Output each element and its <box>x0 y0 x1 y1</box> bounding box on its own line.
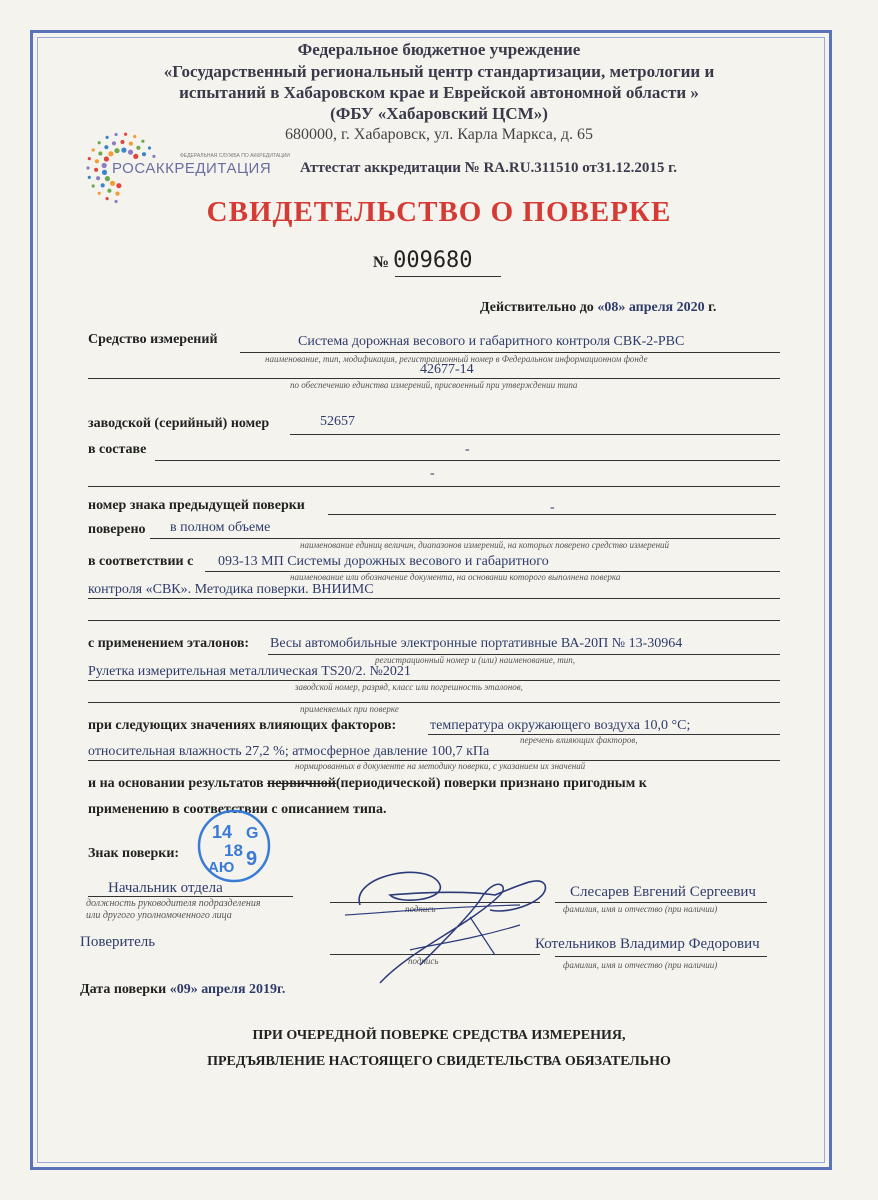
valid-label: Действительно до <box>480 300 594 315</box>
verifier-sign-hint: подпись <box>408 956 439 966</box>
logo-dot <box>114 148 119 153</box>
logo-dot <box>107 189 111 193</box>
composition-value-1: - <box>465 442 470 457</box>
logo-dot <box>124 133 127 136</box>
conclusion-line-1 <box>88 776 647 792</box>
date-label: Дата поверки <box>80 982 167 997</box>
logo-dot <box>129 142 133 146</box>
logo-text: РОСАККРЕДИТАЦИЯ <box>112 160 272 177</box>
org-line-2: «Государственный региональный центр стандартизации, метрологии и <box>163 62 715 81</box>
head-role: Начальник отдела <box>108 880 223 896</box>
standards-hint-2: заводской номер, разряд, класс или погрешность эталонов, <box>295 682 523 692</box>
verified-label: поверено <box>88 522 146 537</box>
conclusion-part-2: (периодической) поверки признано пригодным к <box>335 776 647 791</box>
logo-dot <box>88 176 91 179</box>
logo-subtext: ФЕДЕРАЛЬНАЯ СЛУЖБА ПО АККРЕДИТАЦИИ <box>180 153 291 159</box>
logo-dot <box>98 151 102 155</box>
logo-dot <box>104 145 108 149</box>
logo-dot <box>142 152 146 156</box>
org-line-1: Федеральное бюджетное учреждение <box>297 40 581 59</box>
logo-dot <box>95 159 99 163</box>
logo-dot <box>152 155 155 158</box>
document-title: СВИДЕТЕЛЬСТВО О ПОВЕРКЕ <box>206 196 672 228</box>
logo-dot <box>98 192 101 195</box>
valid-day: «08» <box>597 300 626 315</box>
verifier-name: Котельников Владимир Федорович <box>535 936 760 952</box>
accreditation-line: Аттестат аккредитации № RA.RU.311510 от31.12.2015 г. <box>300 160 678 176</box>
head-name: Слесарев Евгений Сергеевич <box>570 884 756 900</box>
logo-dot <box>96 176 100 180</box>
org-line-4: (ФБУ «Хабаровский ЦСМ») <box>330 104 548 123</box>
valid-year: 2020 <box>676 300 705 315</box>
head-role-hint: должность руководителя подразделения <box>86 898 261 909</box>
instrument-hint-2: по обеспечению единства измерений, присвоенный при утверждении типа <box>290 380 578 390</box>
standards-hint-3: применяемых при поверке <box>300 704 399 714</box>
previous-mark-label: номер знака предыдущей поверки <box>88 498 305 513</box>
footer-line-2: ПРЕДЪЯВЛЕНИЕ НАСТОЯЩЕГО СВИДЕТЕЛЬСТВА ОБЯЗАТЕЛЬНО <box>207 1054 671 1069</box>
date-year: 2019г. <box>249 982 286 997</box>
signature-drawing <box>320 855 560 985</box>
conclusion-struck: первичной <box>267 776 336 791</box>
logo-dot <box>112 141 116 145</box>
instrument-hint-1: наименование, тип, модификация, регистрационный номер в Федеральном информационном фонде <box>265 354 648 364</box>
verifier-name-hint: фамилия, имя и отчество (при наличии) <box>563 960 718 970</box>
logo-dot <box>141 140 144 143</box>
logo-dot <box>136 146 140 150</box>
instrument-label: Средство измерений <box>88 332 218 347</box>
head-role-hint-2: или другого уполномоченного лица <box>86 910 232 921</box>
logo-dot <box>92 148 95 151</box>
org-line-3: испытаний в Хабаровском крае и Еврейской автономной области » <box>179 83 699 102</box>
conclusion-line-2: применению в соответствии с описанием типа. <box>88 802 387 817</box>
verifier-role: Поверитель <box>80 934 156 950</box>
footer-line-1: ПРИ ОЧЕРЕДНОЙ ПОВЕРКЕ СРЕДСТВА ИЗМЕРЕНИЯ, <box>252 1028 626 1043</box>
head-sign-hint: подпись <box>405 904 436 914</box>
conformity-value-1: 093-13 МП Системы дорожных весового и габаритного <box>218 554 549 569</box>
logo-dot <box>102 170 107 175</box>
stamp-g: G <box>246 825 259 842</box>
logo-dot <box>88 157 91 160</box>
logo-dot <box>148 146 151 149</box>
number-value: 009680 <box>393 248 473 273</box>
serial-value: 52657 <box>320 414 355 429</box>
verified-hint: наименование единиц величин, диапазонов измерений, на которых поверено средство измерений <box>300 540 670 550</box>
stamp-mid: 18 <box>224 841 243 860</box>
conformity-hint: наименование или обозначение документа, на основании которого выполнена поверка <box>290 572 621 582</box>
valid-until <box>480 300 716 316</box>
logo-dot <box>128 150 133 155</box>
factors-hint-2: нормированных в документе на методику поверки, с указанием их значений <box>295 761 586 771</box>
head-name-hint: фамилия, имя и отчество (при наличии) <box>563 904 718 914</box>
instrument-value: Система дорожная весового и габаритного контроля СВК-2-РВС <box>298 334 685 349</box>
date-day: «09» <box>169 982 198 997</box>
factors-label: при следующих значениях влияющих факторов: <box>88 718 397 733</box>
verification-stamp <box>196 808 272 884</box>
standards-label: с применением эталонов: <box>88 636 250 651</box>
verification-date <box>80 982 285 998</box>
factors-value-2: относительная влажность 27,2 %; атмосферное давление 100,7 кПа <box>88 744 490 759</box>
logo-dot <box>121 148 126 153</box>
logo-dot <box>110 181 115 186</box>
factors-hint-1: перечень влияющих факторов, <box>520 735 638 745</box>
instrument-reg-number: 42677-14 <box>420 362 474 377</box>
standards-value-1: Весы автомобильные электронные портативные ВА-20П № 13-30964 <box>270 636 683 651</box>
number-prefix: № <box>373 254 390 271</box>
org-address: 680000, г. Хабаровск, ул. Карла Маркса, д. 65 <box>285 126 593 143</box>
composition-value-2: - <box>430 466 435 481</box>
standards-value-2: Рулетка измерительная металлическая TS20/2. №2021 <box>88 664 411 679</box>
valid-month: апреля <box>628 300 674 315</box>
logo-dot <box>133 135 136 138</box>
date-month: апреля <box>201 982 246 997</box>
stamp-9: 9 <box>246 848 258 870</box>
logo-dot <box>115 133 118 136</box>
logo-dot <box>102 163 107 168</box>
certificate-number <box>373 248 473 273</box>
mark-label: Знак поверки: <box>88 846 180 861</box>
composition-label: в составе <box>88 442 147 457</box>
logo-dot <box>101 183 105 187</box>
logo-dot <box>133 154 138 159</box>
logo-dot <box>116 183 121 188</box>
logo-dot <box>105 176 110 181</box>
standards-hint-1: регистрационный номер и (или) наименование, тип, <box>375 655 576 665</box>
conformity-value-2: контроля «СВК». Методика поверки. ВНИИМС <box>88 582 374 597</box>
factors-value-1: температура окружающего воздуха 10,0 °С; <box>430 718 691 733</box>
conclusion-part-1: и на основании результатов <box>88 776 264 791</box>
logo-dot <box>120 140 124 144</box>
serial-label: заводской (серийный) номер <box>88 416 270 431</box>
logo-dot <box>94 168 98 172</box>
conformity-label: в соответствии с <box>88 554 194 569</box>
logo-dot <box>86 166 89 169</box>
stamp-bottom: АЮ <box>208 859 235 876</box>
logo-dot <box>108 151 113 156</box>
logo-dot <box>104 156 109 161</box>
logo-dot <box>92 184 95 187</box>
logo-dot <box>98 141 101 144</box>
verified-value: в полном объеме <box>170 520 271 535</box>
previous-mark-value: - <box>550 500 555 515</box>
logo-dot <box>106 136 109 139</box>
valid-suffix: г. <box>708 300 717 315</box>
stamp-top: 14 <box>212 822 233 842</box>
